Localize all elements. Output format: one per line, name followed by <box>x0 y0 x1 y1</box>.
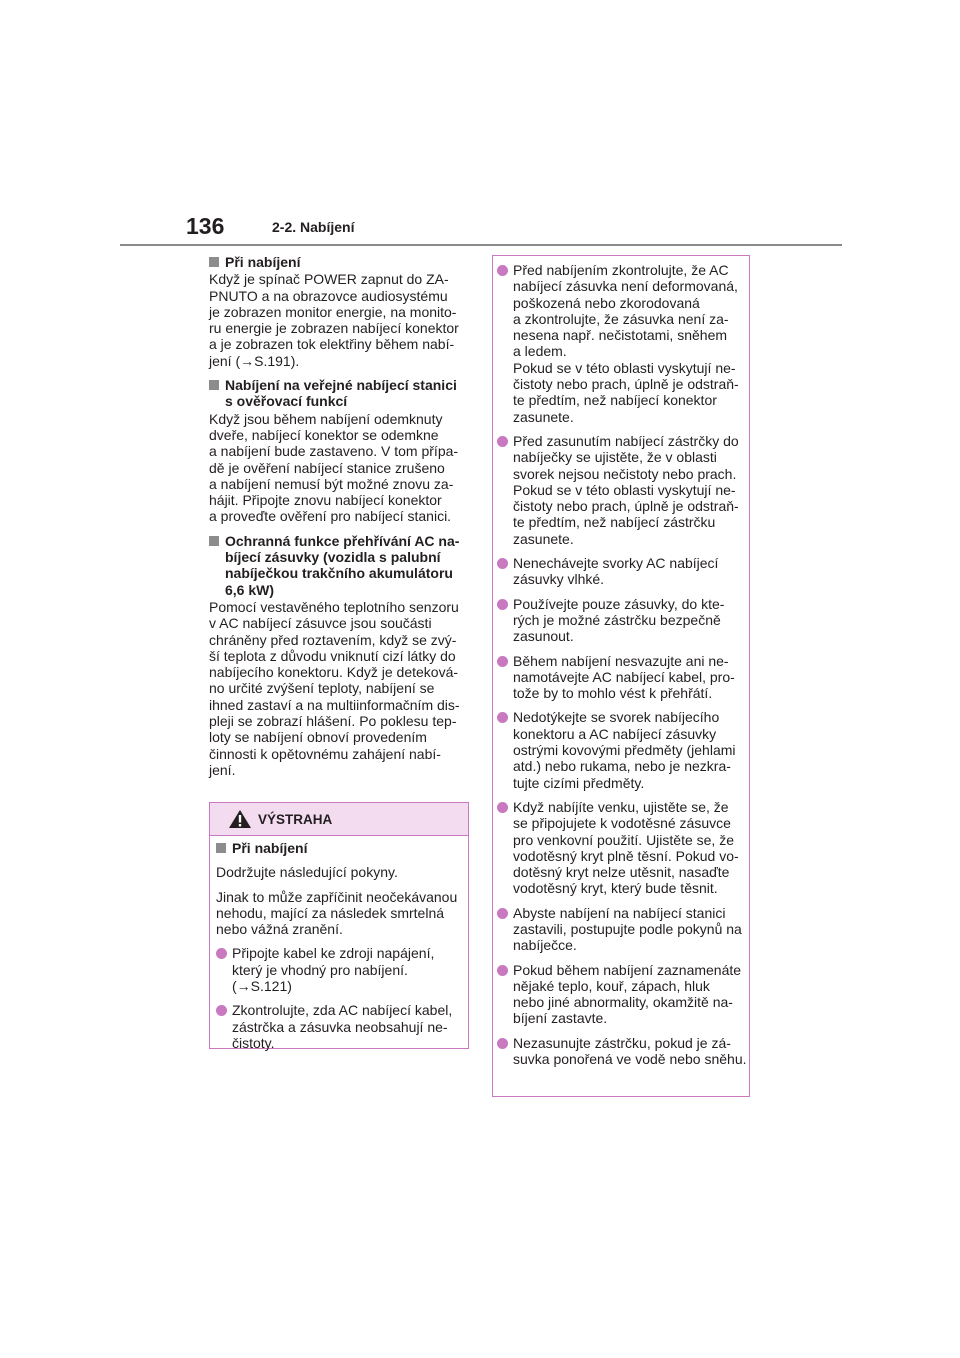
bullet-dot-icon <box>497 436 508 447</box>
text-line: zasunete. <box>513 408 574 425</box>
text-line: PNUTO a na obrazovce audiosystému <box>209 287 448 304</box>
text-line: loty se nabíjení obnoví provedením <box>209 729 427 746</box>
text-line: Když jsou během nabíjení odemknuty <box>209 410 443 427</box>
text-line: svorek nejsou nečistoty nebo prach. <box>513 465 737 482</box>
text-line: Nedotýkejte se svorek nabíjecího <box>513 709 720 726</box>
heading-text: 6,6 kW) <box>225 581 275 598</box>
warning-intro <box>216 864 462 880</box>
paragraph-overheat-protection <box>209 599 471 778</box>
text-line: hájit. Připojte znovu nabíjecí konektor <box>209 492 442 509</box>
text-line: dveře, nabíjecí konektor se odemkne <box>209 426 439 443</box>
text-line: Když je spínač POWER zapnut do ZA- <box>209 271 449 288</box>
bullet-dot-icon <box>497 558 508 569</box>
text-line: a nabíjení bude zastaveno. V tom přípa- <box>209 443 459 460</box>
warning-subtitle <box>216 840 462 856</box>
text-line: Když nabíjíte venku, ujistěte se, že <box>513 798 729 815</box>
warning-title: VÝSTRAHA <box>258 812 333 827</box>
right-bullet <box>497 596 743 645</box>
text-line: jení (→S.191). <box>209 352 300 369</box>
warning-box <box>209 802 469 1049</box>
text-line: Pokud během nabíjení zaznamenáte <box>513 961 742 978</box>
right-warning-box <box>492 255 750 1097</box>
text-line: a ledem. <box>513 343 567 360</box>
bullet-dot-icon <box>497 712 508 723</box>
text-line: zástrčka a zásuvka neobsahují ne- <box>232 1018 448 1035</box>
text-line: vodotěsný kryt plně těsní. Pokud vo- <box>513 847 739 864</box>
bullet-dot-icon <box>216 1005 227 1016</box>
bullet-dot-icon <box>497 965 508 976</box>
text-line: se připojujete k vodotěsné zásuvce <box>513 815 731 832</box>
right-bullet <box>497 905 743 954</box>
warning-bullet <box>216 1002 462 1051</box>
heading-text: Ochranná funkce přehřívání AC na- <box>225 532 460 549</box>
square-marker-icon <box>209 380 219 390</box>
text-line: čistoty nebo prach, úplně je odstraň- <box>513 498 739 515</box>
square-marker-icon <box>209 257 219 267</box>
text-line: te předtím, než nabíjecí konektor <box>513 392 717 409</box>
warning-header <box>210 803 468 836</box>
bullet-dot-icon <box>497 599 508 610</box>
text-line: ihned zastaví a na multiinformačním dis- <box>209 696 460 713</box>
text-line: Nenechávejte svorky AC nabíjecí <box>513 555 719 572</box>
heading-overheat-protection <box>209 533 471 598</box>
warning-body <box>210 836 468 1051</box>
square-marker-icon <box>216 843 226 853</box>
heading-public-station <box>209 377 471 410</box>
text-line: nabíjecí zásuvka není deformovaná, <box>513 278 738 295</box>
text-line: konektoru a AC nabíjecí zásuvky <box>513 725 717 742</box>
text-line: jení. <box>209 761 236 778</box>
bullet-dot-icon <box>497 1038 508 1049</box>
heading-text: Při nabíjení <box>225 254 301 270</box>
text-line: Pokud se v této oblasti vyskytují ne- <box>513 481 736 498</box>
warning-consequence <box>216 889 462 938</box>
text-line: ru energie je zobrazen nabíjecí konektor <box>209 320 459 337</box>
warning-subtitle-text: Při nabíjení <box>232 840 308 856</box>
heading-charging <box>209 254 471 270</box>
right-bullet <box>497 1034 747 1068</box>
text-line: zastavili, postupujte podle pokynů na <box>513 920 742 937</box>
text-line: Před zasunutím nabíjecí zástrčky do <box>513 432 739 449</box>
text-line: Před nabíjením zkontrolujte, že AC <box>513 262 729 278</box>
text-line: Jinak to může zapříčinit neočekávanou <box>216 888 458 905</box>
text-line: činnosti k opětovnému zahájení nabí- <box>209 745 441 762</box>
text-line: Nezasunujte zástrčku, pokud je zá- <box>513 1034 731 1051</box>
text-line: ší teplota z důvodu vniknutí cizí látky do <box>209 647 456 664</box>
right-bullet <box>497 653 743 702</box>
text-line: no určité zvýšení teploty, nabíjení se <box>209 680 435 697</box>
text-line: dě je ověření nabíjecí stanice zrušeno <box>209 459 445 476</box>
paragraph-public-station <box>209 411 471 525</box>
text-line: čistoty. <box>232 1034 275 1051</box>
text-line: te předtím, než nabíjecí zástrčku <box>513 514 716 531</box>
right-bullet <box>497 433 743 547</box>
right-bullet <box>497 262 743 425</box>
text-line: bíjení zastavte. <box>513 1010 608 1027</box>
text-line: zasunete. <box>513 530 574 547</box>
text-line: tože by to mohlo vést k přehřátí. <box>513 685 713 702</box>
right-bullet <box>497 799 743 897</box>
text-line: ostrými kovovými předměty (jehlami <box>513 742 736 759</box>
text-line: poškozená nebo zkorodovaná <box>513 294 700 311</box>
text-line: zasunout. <box>513 628 574 645</box>
text-line: nabíječky se ujistěte, že v oblasti <box>513 449 717 466</box>
section-title: 2-2. Nabíjení <box>272 219 355 235</box>
text-line: který je vhodný pro nabíjení. <box>232 961 408 978</box>
text-line: a nabíjení nemusí být možné znovu za- <box>209 475 454 492</box>
right-bullet <box>497 709 743 790</box>
text-line: nebo vážná zranění. <box>216 921 343 938</box>
page-header <box>120 212 842 246</box>
text-line: nějaké teplo, kouř, zápach, hluk <box>513 977 710 994</box>
left-column <box>209 254 471 786</box>
text-line: (→S.121) <box>232 978 292 995</box>
heading-text: bíjecí zásuvky (vozidla s palubní <box>225 549 441 566</box>
text-line: zásuvky vlhké. <box>513 571 605 588</box>
text-line: v AC nabíjecí zásuvce jsou součásti <box>209 615 432 632</box>
bullet-dot-icon <box>497 265 508 276</box>
header-divider <box>120 244 842 246</box>
text-line: Připojte kabel ke zdroji napájení, <box>232 945 435 962</box>
right-bullet <box>497 962 743 1027</box>
heading-text: Nabíjení na veřejné nabíjecí stanici <box>225 377 457 394</box>
heading-text: nabíječkou trakčního akumulátoru <box>225 565 453 582</box>
right-bullet <box>497 555 743 588</box>
text-line: nabíjecího konektoru. Když je deteková- <box>209 664 459 681</box>
text-line: Abyste nabíjení na nabíjecí stanici <box>513 904 726 921</box>
bullet-dot-icon <box>497 802 508 813</box>
text-line: dotěsný kryt nelze utěsnit, nasaďte <box>513 864 730 881</box>
page-number: 136 <box>186 213 225 239</box>
text-line: a je zobrazen tok elektřiny během nabí- <box>209 336 455 353</box>
text-line: Používejte pouze zásuvky, do kte- <box>513 595 725 612</box>
text-line: nebo jiné abnormality, okamžitě na- <box>513 994 733 1011</box>
text-line: nesena např. nečistotami, sněhem <box>513 327 728 344</box>
bullet-dot-icon <box>497 656 508 667</box>
text-line: rých je možné zástrčku bezpečně <box>513 611 721 628</box>
text-line: vodotěsný kryt, který bude těsnit. <box>513 880 718 897</box>
bullet-dot-icon <box>216 948 227 959</box>
text-line: je zobrazen monitor energie, na monito- <box>209 303 457 320</box>
warning-triangle-icon <box>228 809 252 829</box>
text-line: a zkontrolujte, že zásuvka není za- <box>513 310 729 327</box>
text-line: atd.) nebo rukama, nebo je nezkra- <box>513 758 731 775</box>
text-line: nehodu, mající za následek smrtelná <box>216 904 445 921</box>
text-line: Během nabíjení nesvazujte ani ne- <box>513 652 729 669</box>
text-line: nabíječce. <box>513 937 577 954</box>
heading-text: s ověřovací funkcí <box>225 393 348 410</box>
text-line: pro venkovní použití. Ujistěte se, že <box>513 831 734 848</box>
text-line: Zkontrolujte, zda AC nabíjecí kabel, <box>232 1002 453 1019</box>
bullet-dot-icon <box>497 908 508 919</box>
warning-bullet <box>216 945 462 994</box>
text-line: a proveďte ověření pro nabíjecí stanici. <box>209 508 452 525</box>
text-line: Pomocí vestavěného teplotního senzoru <box>209 598 459 615</box>
text-line: pleji se zobrazí hlášení. Po poklesu tep- <box>209 713 457 730</box>
text-line: tujte cizími předměty. <box>513 774 645 791</box>
text-line: čistoty nebo prach, úplně je odstraň- <box>513 376 739 393</box>
text-line: suvka ponořená ve vodě nebo sněhu. <box>513 1051 747 1068</box>
square-marker-icon <box>209 536 219 546</box>
text-line: namotávejte AC nabíjecí kabel, pro- <box>513 668 735 685</box>
text-line: chráněny před roztavením, když se zvý- <box>209 631 457 648</box>
text-line: Pokud se v této oblasti vyskytují ne- <box>513 359 736 376</box>
text-line: Dodržujte následující pokyny. <box>216 864 398 881</box>
paragraph-charging <box>209 271 471 369</box>
